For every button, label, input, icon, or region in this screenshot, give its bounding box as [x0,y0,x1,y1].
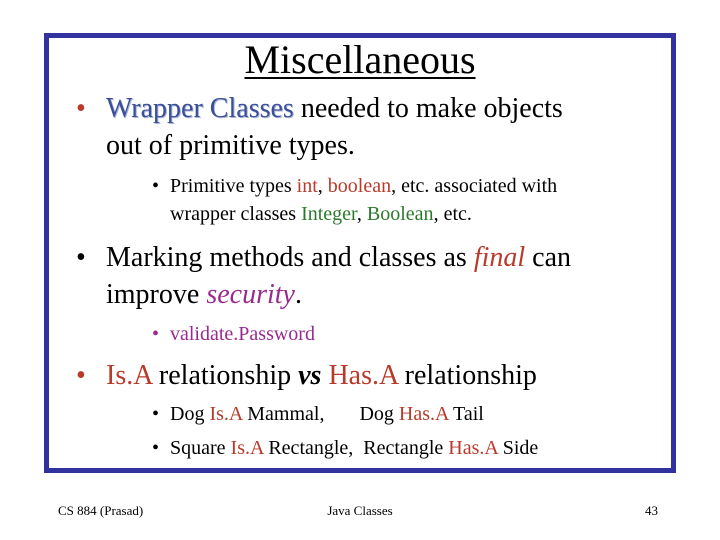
sub-bullet-dot: • [152,437,160,459]
footer-course: Java Classes [327,503,393,518]
bullet-wrapper-classes-line2: out of primitive types. [106,130,355,161]
bullet-wrapper-classes-line1: Wrapper Classes needed to make objects [106,93,563,124]
sub-bullet-primitive-types-line1: Primitive types int, boolean, etc. associated with [170,175,558,197]
bullet-dot: • [76,360,86,391]
bullet-final-line1: Marking methods and classes as final can [106,242,572,273]
bullet-dot: • [76,93,86,124]
sub-bullet-validate-password: validate.Password [170,323,315,345]
sub-bullet-dog: Dog Is.A Mammal, Dog Has.A Tail [170,403,484,425]
bullet-final-line2: improve security. [106,279,302,310]
sub-bullet-dot: • [152,403,160,425]
bullet-isa-hasa: Is.A relationship vs Has.A relationship [106,360,537,391]
sub-bullet-dot: • [152,175,160,197]
sub-bullet-square: Square Is.A Rectangle, Rectangle Has.A Side [170,437,539,459]
footer-page-number: 43 [645,503,658,518]
slide-title: Miscellaneous [244,37,476,82]
sub-bullet-dot: • [152,323,160,345]
footer-author: CS 884 (Prasad) [58,503,144,518]
sub-bullet-primitive-types-line2: wrapper classes Integer, Boolean, etc. [170,203,472,225]
bullet-dot: • [76,242,86,273]
